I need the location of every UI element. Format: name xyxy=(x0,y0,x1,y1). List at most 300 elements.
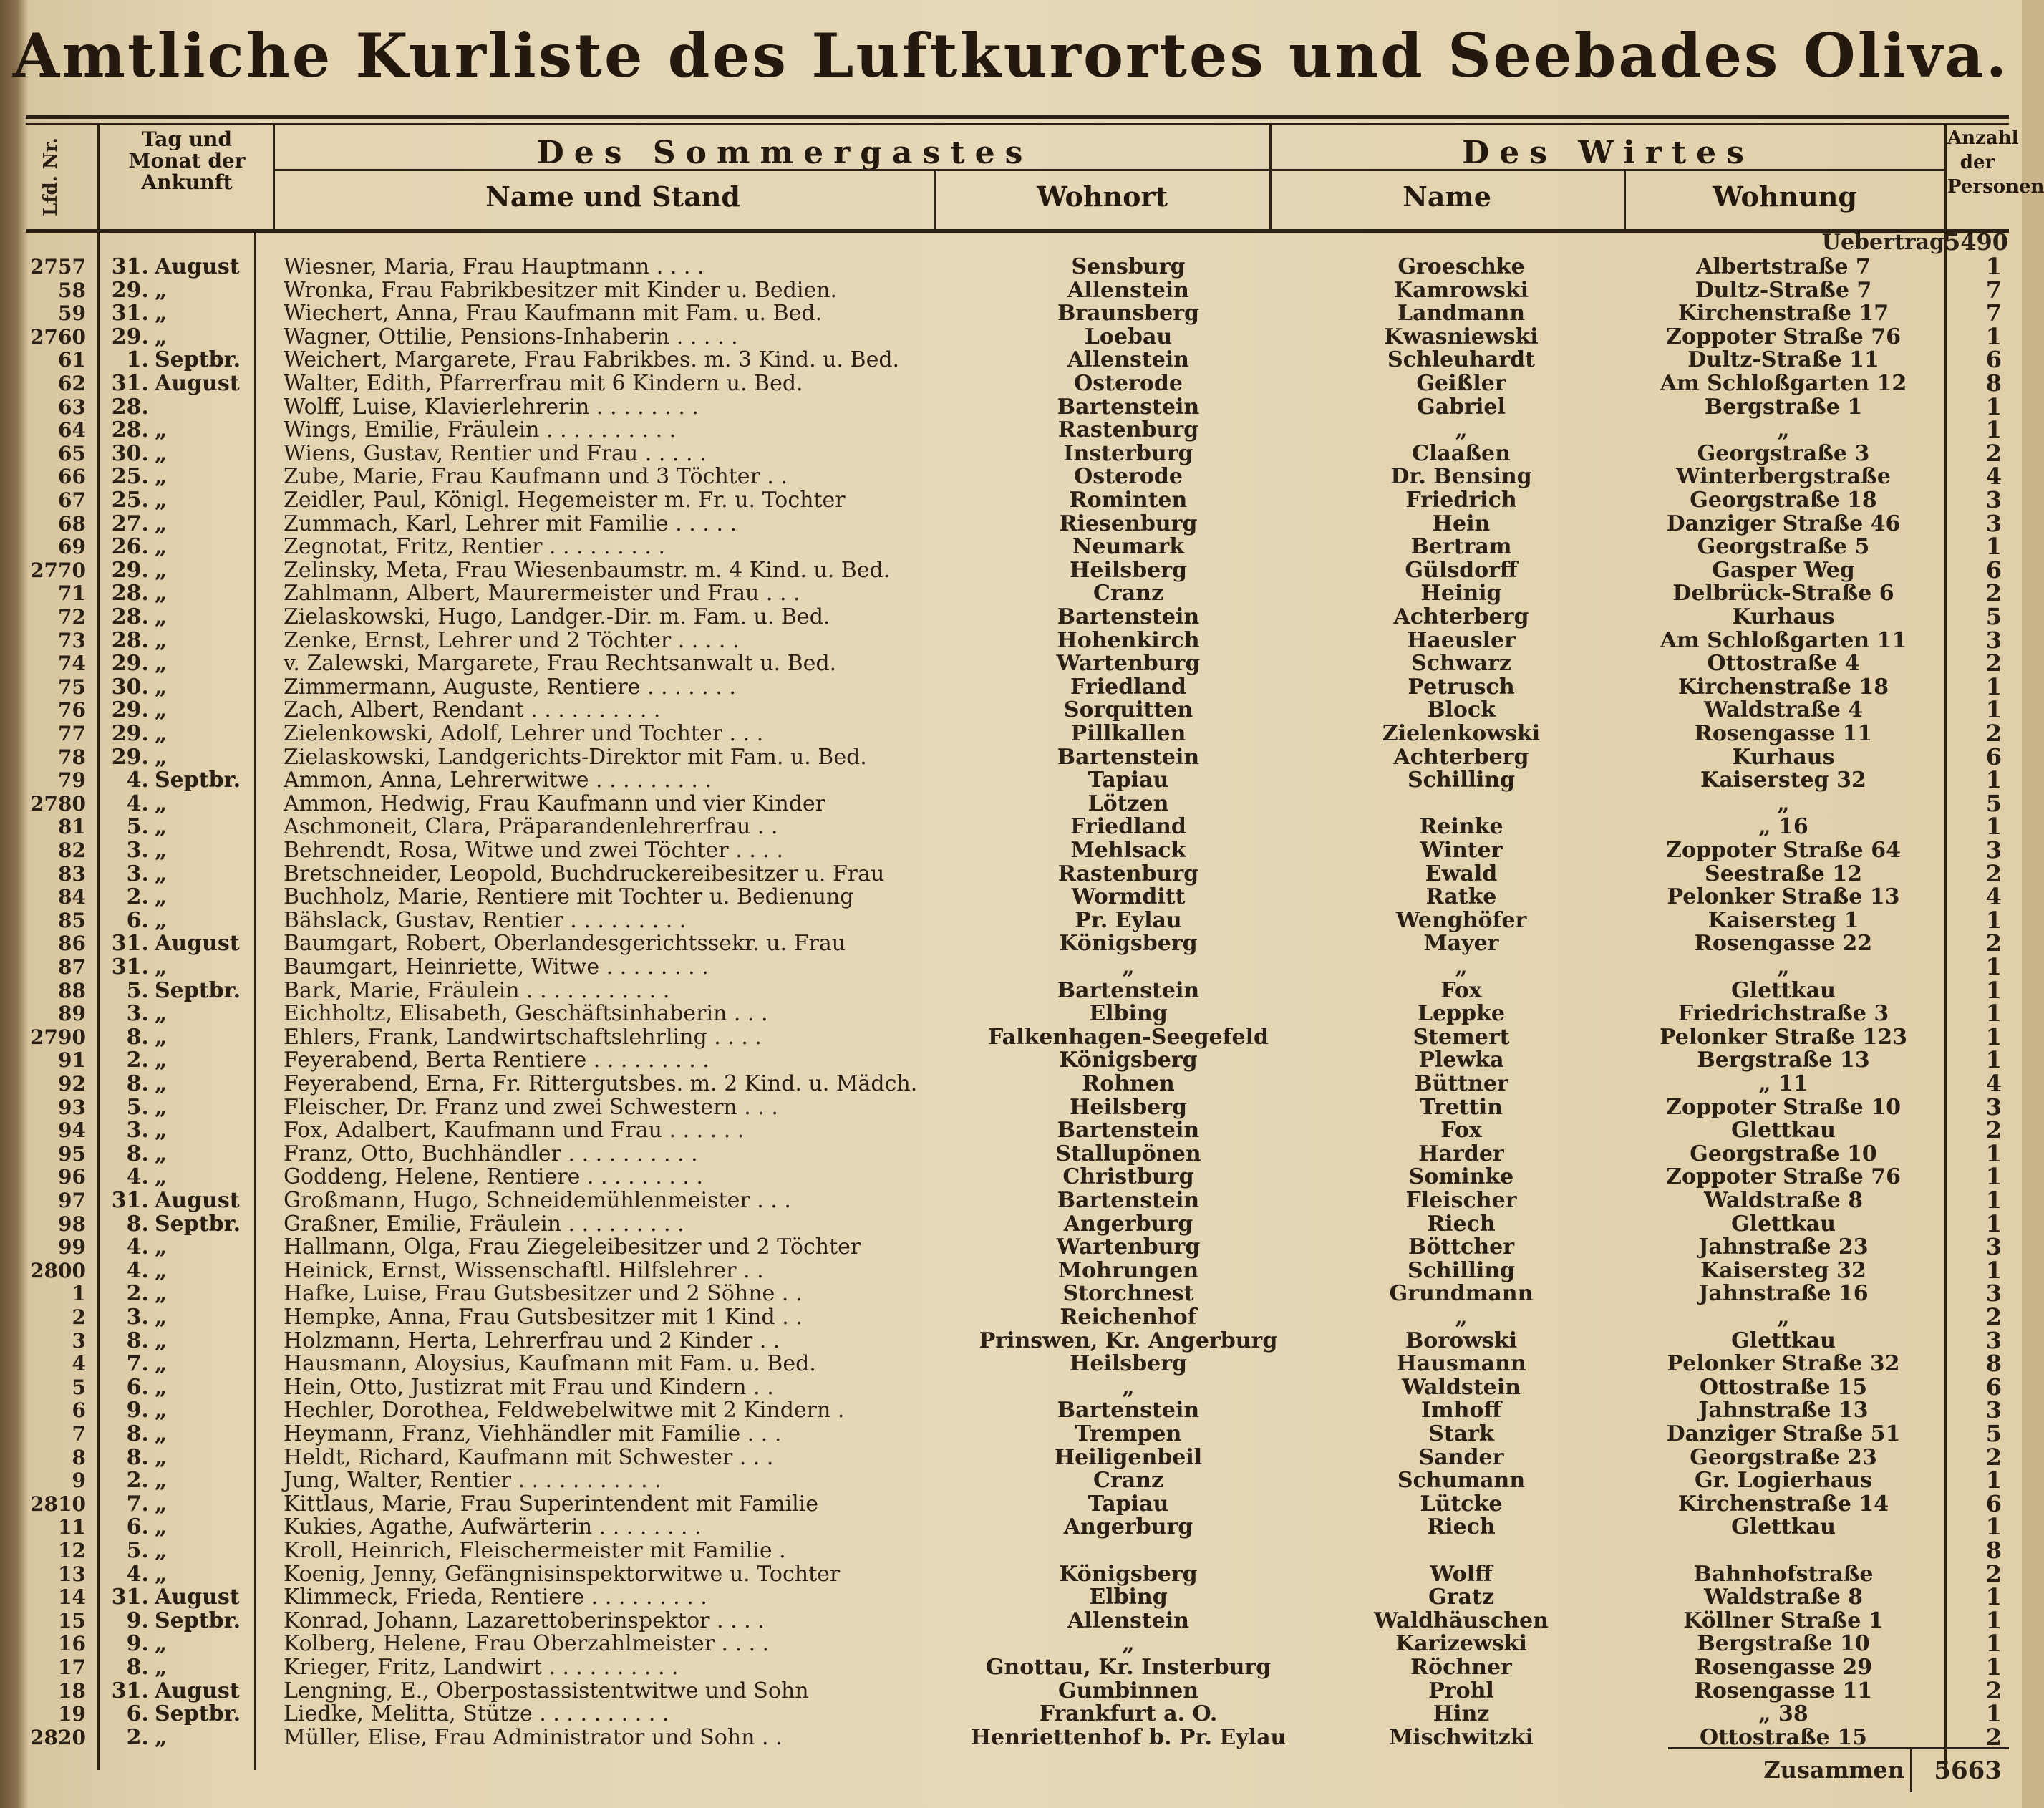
entry-number: 69 xyxy=(58,535,86,559)
guest-name: Zimmermann, Auguste, Rentiere . . . . . . . xyxy=(284,674,736,700)
person-count: 1 xyxy=(1985,906,2002,934)
host-name: „ xyxy=(1455,1305,1468,1330)
header-divider xyxy=(273,123,275,229)
person-count: 5 xyxy=(1985,789,2002,817)
person-count: 1 xyxy=(1985,1630,2002,1658)
guest-residence: Wartenburg xyxy=(1056,651,1201,677)
arrival-month: „ xyxy=(155,1468,168,1494)
person-count: 7 xyxy=(1985,276,2002,304)
host-name: Riech xyxy=(1427,1211,1496,1237)
guest-name: Buchholz, Marie, Rentiere mit Tochter u. Bedienung xyxy=(284,884,854,910)
table-row xyxy=(26,768,2009,792)
host-name: Stemert xyxy=(1413,1024,1510,1050)
arrival-month: „ xyxy=(155,581,168,606)
arrival-month: Septbr. xyxy=(155,1701,241,1727)
table-row xyxy=(26,1209,2009,1237)
entry-number: 6 xyxy=(72,1398,86,1423)
host-name: Schleuhardt xyxy=(1387,347,1535,373)
host-address: Pelonker Straße 32 xyxy=(1667,1351,1900,1377)
guest-residence: Osterode xyxy=(1074,371,1183,396)
table-row xyxy=(26,255,2009,279)
entry-number: 11 xyxy=(58,1515,86,1539)
host-name: Schwarz xyxy=(1411,651,1511,677)
arrival-month: „ xyxy=(155,1374,168,1400)
host-name: Harder xyxy=(1418,1141,1504,1166)
arrival-month: „ xyxy=(155,1398,168,1423)
person-count: 4 xyxy=(1985,1070,2002,1097)
host-name: Waldhäuschen xyxy=(1374,1608,1549,1633)
guest-residence: Friedland xyxy=(1070,674,1186,700)
header-nr: Lfd. Nr. xyxy=(39,137,62,216)
entry-number: 13 xyxy=(58,1562,86,1586)
host-name: Landmann xyxy=(1397,301,1526,327)
host-name: Karizewski xyxy=(1395,1631,1527,1657)
table-row xyxy=(26,1606,2009,1634)
entry-number: 91 xyxy=(58,1048,86,1073)
table-row xyxy=(26,1326,2009,1354)
entry-number: 75 xyxy=(58,675,86,699)
entry-number: 12 xyxy=(58,1539,86,1562)
arrival-day: 9. xyxy=(126,1398,149,1423)
host-address: Zoppoter Straße 64 xyxy=(1666,838,1901,863)
arrival-day: 31. xyxy=(111,1678,149,1703)
arrival-day: 28. xyxy=(111,604,149,629)
guest-residence: Braunsberg xyxy=(1057,301,1199,327)
host-address: Pelonker Straße 13 xyxy=(1667,884,1900,910)
host-address: Kaisersteg 1 xyxy=(1708,907,1859,933)
person-count: 1 xyxy=(1985,322,2002,350)
guest-name: Kittlaus, Marie, Frau Superintendent mit Familie xyxy=(284,1491,819,1517)
arrival-month: „ xyxy=(155,1328,168,1353)
table-row xyxy=(26,1025,2009,1049)
host-address: Albertstraße 7 xyxy=(1696,254,1871,279)
entry-number: 63 xyxy=(58,395,86,419)
arrival-month: „ xyxy=(155,1118,168,1144)
guest-residence: Christburg xyxy=(1062,1164,1194,1190)
entry-number: 83 xyxy=(58,861,86,886)
host-address: Ottostraße 4 xyxy=(1707,651,1860,677)
guest-name: Zach, Albert, Rendant . . . . . . . . . . xyxy=(284,697,661,723)
table-row xyxy=(26,369,2009,397)
arrival-day: 6. xyxy=(126,1374,149,1400)
person-count: 1 xyxy=(1985,1700,2002,1728)
host-address: Dultz-Straße 11 xyxy=(1687,347,1879,373)
table-row xyxy=(26,1676,2009,1704)
person-count: 8 xyxy=(1985,369,2002,397)
table-row xyxy=(26,418,2009,442)
person-count: 2 xyxy=(1985,1560,2002,1587)
table-row xyxy=(26,1186,2009,1214)
arrival-month: „ xyxy=(155,1538,168,1563)
host-name: Block xyxy=(1427,697,1496,723)
arrival-day: 31. xyxy=(111,931,149,957)
guest-residence: Tapiau xyxy=(1088,1491,1169,1517)
person-count: 5 xyxy=(1985,603,2002,630)
guest-residence: Reichenhof xyxy=(1060,1305,1197,1330)
host-name: Hinz xyxy=(1433,1701,1490,1727)
arrival-month: „ xyxy=(155,814,168,840)
person-count: 2 xyxy=(1985,929,2002,957)
guest-name: v. Zalewski, Margarete, Frau Rechtsanwalt u. Bed. xyxy=(284,651,837,677)
arrival-month: „ xyxy=(155,838,168,863)
person-count: 3 xyxy=(1985,1280,2002,1307)
guest-name: Wiechert, Anna, Frau Kaufmann mit Fam. u. Bed. xyxy=(284,301,823,327)
arrival-month: „ xyxy=(155,301,168,327)
guest-name: Bretschneider, Leopold, Buchdruckereibesitzer u. Frau xyxy=(284,861,885,886)
table-row xyxy=(26,1139,2009,1167)
total-label: Zusammen xyxy=(1763,1756,1904,1784)
entry-number: 93 xyxy=(58,1095,86,1119)
host-name: Trettin xyxy=(1420,1094,1503,1120)
table-row xyxy=(26,1118,2009,1142)
entry-number: 78 xyxy=(58,745,86,769)
arrival-month: „ xyxy=(155,604,168,629)
arrival-month: „ xyxy=(155,417,168,443)
guest-name: Feyerabend, Berta Rentiere . . . . . . . . . xyxy=(284,1048,709,1073)
host-name: Sander xyxy=(1418,1444,1504,1470)
table-row xyxy=(26,1256,2009,1284)
guest-name: Holzmann, Herta, Lehrerfrau und 2 Kinder . . xyxy=(284,1328,780,1353)
person-count: 5 xyxy=(1985,1420,2002,1447)
guest-residence: Bartenstein xyxy=(1057,977,1200,1003)
table-header xyxy=(26,123,2044,233)
entry-number: 2820 xyxy=(30,1725,86,1749)
host-name: Sominke xyxy=(1408,1164,1514,1190)
guest-residence: Heilsberg xyxy=(1070,557,1187,583)
page-title: Amtliche Kurliste des Luftkurortes und Seebades Oliva. xyxy=(12,20,2010,91)
host-address: Dultz-Straße 7 xyxy=(1695,277,1872,303)
arrival-month: „ xyxy=(155,651,168,677)
host-address: Pelonker Straße 123 xyxy=(1660,1024,1907,1050)
arrival-day: 8. xyxy=(126,1211,149,1237)
arrival-day: 31. xyxy=(111,1188,149,1213)
host-address: Danziger Straße 46 xyxy=(1666,511,1901,536)
guest-residence: Bartenstein xyxy=(1057,744,1200,770)
guest-residence: Angerburg xyxy=(1063,1211,1193,1237)
arrival-day: 31. xyxy=(111,371,149,396)
arrival-month: „ xyxy=(155,791,168,816)
host-address: Kaisersteg 32 xyxy=(1700,768,1866,793)
table-row xyxy=(26,276,2009,304)
person-count: 3 xyxy=(1985,486,2002,513)
table-row xyxy=(26,1072,2009,1096)
host-name: Kwasniewski xyxy=(1384,324,1539,349)
host-address: Winterbergstraße xyxy=(1676,464,1891,490)
table-row xyxy=(26,885,2009,909)
entry-number: 92 xyxy=(58,1072,86,1096)
arrival-month: „ xyxy=(155,884,168,910)
person-count: 3 xyxy=(1985,509,2002,537)
header-wohnort: Wohnort xyxy=(1036,180,1168,213)
host-address: Rosengasse 11 xyxy=(1694,721,1873,746)
entry-number: 99 xyxy=(58,1235,86,1260)
table-row xyxy=(26,1515,2009,1539)
host-name: Hausmann xyxy=(1396,1351,1526,1377)
host-name: Ratke xyxy=(1425,884,1497,910)
entry-number: 59 xyxy=(58,301,86,326)
guest-name: Zegnotat, Fritz, Rentier . . . . . . . . . xyxy=(284,534,665,560)
entry-number: 64 xyxy=(58,418,86,443)
entry-number: 85 xyxy=(58,908,86,932)
table-row xyxy=(26,838,2009,862)
arrival-day: 8. xyxy=(126,1421,149,1446)
guest-name: Zielenkowski, Adolf, Lehrer und Tochter . . . xyxy=(284,721,764,746)
guest-name: Wings, Emilie, Fräulein . . . . . . . . . . xyxy=(284,417,677,443)
guest-name: Hechler, Dorothea, Feldwebelwitwe mit 2 Kindern . xyxy=(284,1398,845,1423)
arrival-day: 28. xyxy=(111,627,149,653)
guest-name: Wolff, Luise, Klavierlehrerin . . . . . . . . xyxy=(284,394,699,420)
entry-number: 81 xyxy=(58,815,86,839)
guest-name: Graßner, Emilie, Fräulein . . . . . . . . . xyxy=(284,1211,684,1237)
guest-name: Hallmann, Olga, Frau Ziegeleibesitzer und 2 Töchter xyxy=(284,1234,861,1260)
guest-residence: Storchnest xyxy=(1062,1281,1194,1307)
arrival-day: 3. xyxy=(126,861,149,886)
arrival-month: „ xyxy=(155,1094,168,1120)
host-name: Büttner xyxy=(1414,1071,1508,1096)
host-name: Grundmann xyxy=(1389,1281,1534,1307)
person-count: 1 xyxy=(1985,392,2002,420)
arrival-month: „ xyxy=(155,1561,168,1587)
arrival-day: 29. xyxy=(111,277,149,303)
host-name: Gratz xyxy=(1428,1585,1494,1610)
arrival-month: „ xyxy=(155,488,168,513)
arrival-month: „ xyxy=(155,697,168,723)
table-row xyxy=(26,509,2009,537)
header-divider xyxy=(97,123,100,229)
guest-residence: Rohnen xyxy=(1082,1071,1175,1096)
arrival-day: 7. xyxy=(126,1351,149,1377)
host-name: Hein xyxy=(1432,511,1491,536)
arrival-day: 27. xyxy=(111,511,149,536)
arrival-day: 29. xyxy=(111,557,149,583)
guest-name: Liedke, Melitta, Stütze . . . . . . . . . . xyxy=(284,1701,669,1727)
person-count: 7 xyxy=(1985,299,2002,327)
arrival-month: Septbr. xyxy=(155,347,241,373)
entry-number: 74 xyxy=(58,652,86,676)
host-address: Glettkau xyxy=(1731,1514,1836,1540)
guest-residence: Heilsberg xyxy=(1070,1094,1187,1120)
entry-number: 65 xyxy=(58,441,86,465)
arrival-month: „ xyxy=(155,1024,168,1050)
host-address: Zoppoter Straße 10 xyxy=(1666,1094,1901,1120)
arrival-day: 3. xyxy=(126,838,149,863)
host-name: Schilling xyxy=(1407,1257,1516,1283)
guest-residence: Wormditt xyxy=(1071,884,1186,910)
arrival-day: 8. xyxy=(126,1328,149,1353)
entry-number: 2757 xyxy=(30,255,86,279)
entry-number: 14 xyxy=(58,1585,86,1610)
guest-name: Hein, Otto, Justizrat mit Frau und Kindern . . xyxy=(284,1374,774,1400)
arrival-month: „ xyxy=(155,277,168,303)
host-address: „ xyxy=(1777,954,1790,980)
entry-number: 4 xyxy=(72,1352,86,1376)
host-name: Riech xyxy=(1427,1514,1496,1540)
table-row xyxy=(26,392,2009,420)
host-address: Bergstraße 13 xyxy=(1697,1048,1870,1073)
host-name: Heinig xyxy=(1420,581,1502,606)
table-row xyxy=(26,1539,2009,1562)
person-count: 1 xyxy=(1985,1163,2002,1191)
host-name: Kamrowski xyxy=(1394,277,1529,303)
guest-name: Zube, Marie, Frau Kaufmann und 3 Töchter . . xyxy=(284,464,788,490)
arrival-day: 28. xyxy=(111,581,149,606)
arrival-month: „ xyxy=(155,1048,168,1073)
person-count: 1 xyxy=(1985,1023,2002,1050)
arrival-month: „ xyxy=(155,1281,168,1307)
arrival-day: 29. xyxy=(111,721,149,746)
guest-residence: Sensburg xyxy=(1071,254,1186,279)
carry-row xyxy=(26,228,2009,256)
guest-name: Eichholtz, Elisabeth, Geschäftsinhaberin . . . xyxy=(284,1001,768,1027)
table-row xyxy=(26,745,2009,769)
host-address: Waldstraße 4 xyxy=(1703,697,1864,723)
arrival-day: 2. xyxy=(126,1048,149,1073)
host-name: Claaßen xyxy=(1412,440,1511,466)
host-address: „ 16 xyxy=(1758,814,1808,840)
person-count: 1 xyxy=(1985,1209,2002,1237)
person-count: 4 xyxy=(1985,463,2002,490)
guest-name: Baumgart, Heinriette, Witwe . . . . . . . . xyxy=(284,954,709,980)
guest-name: Ammon, Hedwig, Frau Kaufmann und vier Kinder xyxy=(284,791,826,816)
person-count: 2 xyxy=(1985,1723,2002,1751)
arrival-month: „ xyxy=(155,1257,168,1283)
person-count: 1 xyxy=(1985,1466,2002,1494)
person-count: 2 xyxy=(1985,649,2002,677)
arrival-day: 26. xyxy=(111,534,149,560)
table-row xyxy=(26,301,2009,325)
guest-name: Müller, Elise, Frau Administrator und Sohn . . xyxy=(284,1724,783,1750)
entry-number: 84 xyxy=(58,885,86,909)
person-count: 6 xyxy=(1985,1373,2002,1401)
host-name: Haeusler xyxy=(1407,627,1516,653)
person-count: 1 xyxy=(1985,1000,2002,1028)
table-row xyxy=(26,535,2009,559)
arrival-day: 2. xyxy=(126,1724,149,1750)
header-host-name: Name xyxy=(1403,180,1491,213)
entry-number: 18 xyxy=(58,1678,86,1703)
arrival-month: „ xyxy=(155,744,168,770)
guest-residence: Elbing xyxy=(1089,1585,1168,1610)
guest-name: Bark, Marie, Fräulein . . . . . . . . . . . xyxy=(284,977,670,1003)
host-address: Glettkau xyxy=(1731,1328,1836,1353)
person-count: 1 xyxy=(1985,1513,2002,1541)
total-value: 5663 xyxy=(1934,1756,2002,1785)
arrival-day: 8. xyxy=(126,1024,149,1050)
guest-residence: Trempen xyxy=(1075,1421,1182,1446)
entry-number: 17 xyxy=(58,1655,86,1679)
host-name: Mayer xyxy=(1423,931,1499,957)
guest-name: Franz, Otto, Buchhändler . . . . . . . . . . xyxy=(284,1141,698,1166)
guest-residence: Henriettenhof b. Pr. Eylau xyxy=(970,1724,1287,1750)
guest-residence: Königsberg xyxy=(1059,1048,1198,1073)
header-name: Name und Stand xyxy=(485,180,740,213)
arrival-day: 25. xyxy=(111,464,149,490)
host-address: Gasper Weg xyxy=(1712,557,1855,583)
entry-number: 87 xyxy=(58,955,86,979)
arrival-month: „ xyxy=(155,440,168,466)
host-address: Kirchenstraße 18 xyxy=(1677,674,1889,700)
arrival-day: 9. xyxy=(126,1608,149,1633)
host-address: Georgstraße 10 xyxy=(1690,1141,1877,1166)
person-count: 2 xyxy=(1985,720,2002,747)
table-row xyxy=(26,488,2009,512)
entry-number: 95 xyxy=(58,1141,86,1166)
arrival-day: 2. xyxy=(126,1468,149,1494)
guest-residence: Neumark xyxy=(1072,534,1185,560)
arrival-day: 25. xyxy=(111,488,149,513)
person-count: 6 xyxy=(1985,346,2002,374)
guest-name: Bähslack, Gustav, Rentier . . . . . . . . . xyxy=(284,907,687,933)
person-count: 3 xyxy=(1985,1326,2002,1354)
host-name: „ xyxy=(1455,417,1468,443)
host-name: Imhoff xyxy=(1420,1398,1502,1423)
arrival-day: 9. xyxy=(126,1631,149,1657)
guest-residence: Bartenstein xyxy=(1057,1188,1200,1213)
person-count: 1 xyxy=(1985,1653,2002,1681)
table-row xyxy=(26,672,2009,700)
host-name: Lütcke xyxy=(1420,1491,1503,1517)
table-row xyxy=(26,1398,2009,1422)
guest-name: Fox, Adalbert, Kaufmann und Frau . . . . . . xyxy=(284,1118,745,1144)
arrival-month: August xyxy=(155,1585,240,1610)
person-count: 1 xyxy=(1985,253,2002,280)
header-divider xyxy=(1944,123,1947,229)
guest-residence: Hohenkirch xyxy=(1057,627,1200,653)
entry-number: 15 xyxy=(58,1608,86,1633)
arrival-day: 6. xyxy=(126,907,149,933)
arrival-month: „ xyxy=(155,1234,168,1260)
guest-name: Hafke, Luise, Frau Gutsbesitzer und 2 Söhne . . xyxy=(284,1281,803,1307)
person-count: 3 xyxy=(1985,1093,2002,1121)
host-address: Kurhaus xyxy=(1732,604,1835,629)
person-count: 6 xyxy=(1985,556,2002,584)
host-address: Glettkau xyxy=(1731,1118,1836,1144)
host-address: Gr. Logierhaus xyxy=(1695,1468,1872,1494)
arrival-day: 30. xyxy=(111,440,149,466)
guest-name: Klimmeck, Frieda, Rentiere . . . . . . . . . xyxy=(284,1585,707,1610)
entry-number: 2800 xyxy=(30,1258,86,1282)
guest-name: Großmann, Hugo, Schneidemühlenmeister . . . xyxy=(284,1188,791,1213)
arrival-month: „ xyxy=(155,1514,168,1540)
guest-name: Hempke, Anna, Frau Gutsbesitzer mit 1 Kind . . xyxy=(284,1305,803,1330)
table-row xyxy=(26,649,2009,677)
person-count: 2 xyxy=(1985,579,2002,607)
table-row xyxy=(26,1048,2009,1072)
arrival-month: „ xyxy=(155,1001,168,1027)
person-count: 3 xyxy=(1985,1396,2002,1424)
guest-name: Zeidler, Paul, Königl. Hegemeister m. Fr. u. Tochter xyxy=(284,488,846,513)
guest-residence: Wartenburg xyxy=(1056,1234,1201,1260)
person-count: 2 xyxy=(1985,859,2002,887)
person-count: 3 xyxy=(1985,1233,2002,1261)
guest-residence: Elbing xyxy=(1089,1001,1168,1027)
guest-residence: Bartenstein xyxy=(1057,394,1200,420)
guest-name: Wiens, Gustav, Rentier und Frau . . . . . xyxy=(284,440,707,466)
arrival-month: „ xyxy=(155,861,168,886)
table-row xyxy=(26,813,2009,841)
arrival-day: 3. xyxy=(126,1001,149,1027)
host-address: „ 11 xyxy=(1758,1071,1808,1096)
guest-residence: Heiligenbeil xyxy=(1054,1444,1203,1470)
guest-residence: Falkenhagen-Seegefeld xyxy=(987,1024,1269,1050)
host-name: Borowski xyxy=(1405,1328,1518,1353)
entry-number: 73 xyxy=(58,628,86,652)
host-address: Georgstraße 18 xyxy=(1690,488,1877,513)
host-name: Stark xyxy=(1428,1421,1494,1446)
person-count: 1 xyxy=(1985,813,2002,841)
host-name: Gülsdorff xyxy=(1405,557,1518,583)
header-host-group: Des Wirtes xyxy=(1462,135,1754,171)
